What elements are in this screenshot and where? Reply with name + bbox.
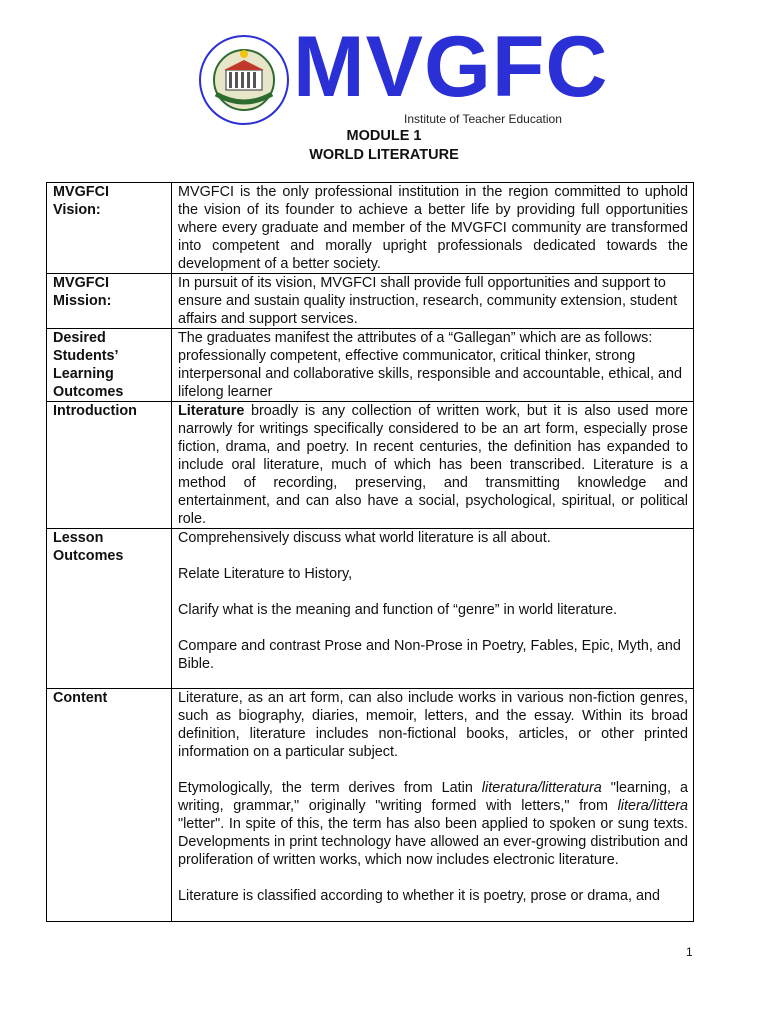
introduction-lead: Literature bbox=[178, 403, 245, 419]
mission-label: MVGFCI Mission: bbox=[47, 274, 172, 329]
page-number: 1 bbox=[686, 945, 693, 959]
table-row bbox=[47, 183, 694, 274]
module-info-table bbox=[46, 182, 694, 922]
vision-label: MVGFCI Vision: bbox=[47, 183, 172, 274]
brand-subtitle: Institute of Teacher Education bbox=[404, 112, 562, 126]
introduction-text bbox=[172, 402, 694, 529]
list-item: Clarify what is the meaning and function of “genre” in world literature. bbox=[178, 602, 618, 618]
table-row bbox=[47, 529, 694, 689]
list-item: Compare and contrast Prose and Non-Prose in Poetry, Fables, Epic, Myth, and Bible. bbox=[178, 638, 681, 672]
content-label: Content bbox=[47, 689, 172, 922]
college-seal-icon bbox=[198, 34, 290, 126]
module-title: MODULE 1 bbox=[346, 128, 422, 144]
vision-text: MVGFCI is the only professional institution in the region committed to uphold the vision of its founder to achieve a better life by providing full opportunities where every graduate and member of the MVGFCI community are transformed into competent and morally upright professionals dedicated towards the development of a better society. bbox=[172, 183, 694, 274]
outcomes-text: The graduates manifest the attributes of a “Gallegan” which are as follows: professionally competent, effective communicator, critical thinker, strong interpersonal and collaborative skills, responsible and accountable, ethical, and lifelong learner bbox=[172, 329, 694, 402]
list-item: Comprehensively discuss what world literature is all about. bbox=[178, 530, 551, 546]
list-item: Relate Literature to History, bbox=[178, 566, 353, 582]
introduction-label: Introduction bbox=[47, 402, 172, 529]
header-logo bbox=[198, 19, 609, 130]
lesson-label: Lesson Outcomes bbox=[47, 529, 172, 689]
lesson-outcomes-list bbox=[172, 529, 694, 689]
outcomes-label: Desired Students’ Learning Outcomes bbox=[47, 329, 172, 402]
table-row bbox=[47, 402, 694, 529]
table-row bbox=[47, 689, 694, 922]
table-row bbox=[47, 329, 694, 402]
content-paragraph-1: Literature, as an art form, can also include works in various non-fiction genres, such as biography, diaries, memoir, letters, and the essay. Within its broad definition, literature includes non-fictional books, articles, or other printed information on a particular subject. bbox=[178, 690, 688, 760]
introduction-body: broadly is any collection of written work, but it is also used more narrowly for writings specifically considered to be an art form, especially prose fiction, drama, and poetry. In recent centuries, the definition has expanded to include oral literature, much of which has been transcribed. Literature is a method of recording, preserving, and transmitting knowledge and entertainment, and can also have a social, psychological, spiritual, or political role. bbox=[178, 403, 688, 527]
content-text bbox=[172, 689, 694, 922]
mission-text: In pursuit of its vision, MVGFCI shall provide full opportunities and support to ensure and sustain quality instruction, research, community extension, student affairs and support services. bbox=[172, 274, 694, 329]
brand-wordmark: MVGFC bbox=[293, 19, 609, 115]
table-row bbox=[47, 274, 694, 329]
subject-title: WORLD LITERATURE bbox=[309, 147, 459, 163]
content-paragraph-3: Literature is classified according to whether it is poetry, prose or drama, and bbox=[178, 888, 661, 904]
content-paragraph-2: Etymologically, the term derives from Latin literatura/litteratura "learning, a writing, grammar," originally "writing formed with letters," from litera/littera "letter". In spite of this, the term has also been applied to spoken or sung texts. Developments in print technology have allowed an ever-growing distribution and proliferation of written works, which now includes electronic literature. bbox=[178, 780, 689, 868]
